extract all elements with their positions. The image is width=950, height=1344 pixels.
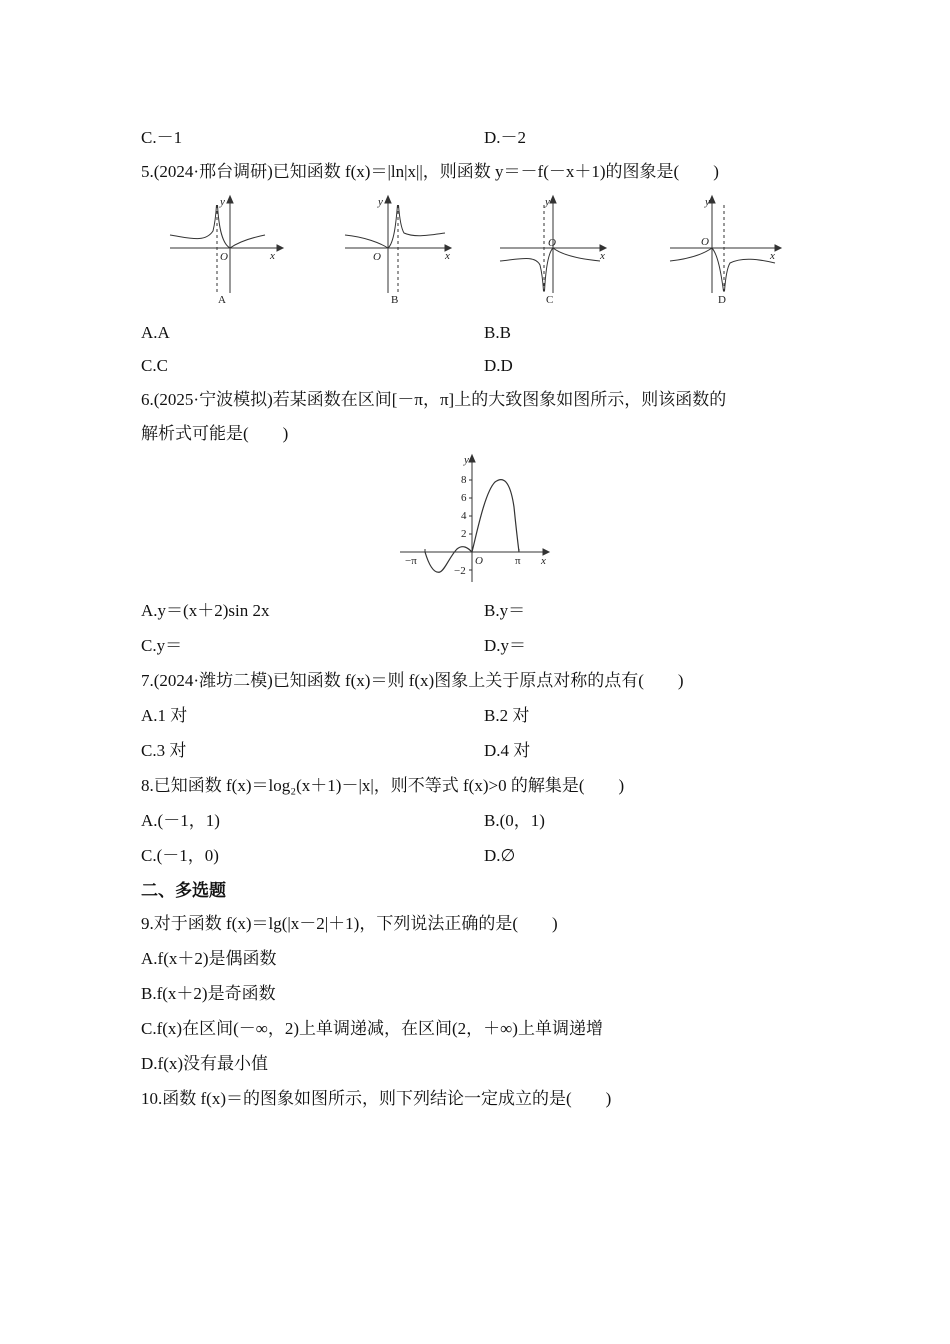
q6-x-label: x: [541, 555, 546, 567]
q8-option-d: D.∅: [484, 846, 516, 865]
q5-b-origin: O: [373, 251, 381, 263]
q6-option-c: C.y＝: [141, 636, 183, 655]
q6-option-a: A.y＝(x＋2)sin 2x: [141, 601, 270, 620]
q5-option-d: D.D: [484, 356, 513, 375]
q5-d-y-label: y: [705, 196, 710, 208]
q9-option-b: B.f(x＋2)是奇函数: [141, 984, 276, 1003]
q5-graphs: [165, 193, 785, 308]
q6-option-d: D.y＝: [484, 636, 527, 655]
q6-origin: O: [475, 555, 483, 567]
q6-tick-2: 2: [461, 528, 467, 540]
q8-stem: 8.已知函数 f(x)＝log₂(x＋1)－|x|，则不等式 f(x)>0 的解集是( ): [141, 776, 625, 795]
q10-stem: 10.函数 f(x)＝的图象如图所示，则下列结论一定成立的是( ): [141, 1089, 612, 1108]
q8-option-b: B.(0，1): [484, 811, 545, 830]
q5-graph-label-b: B: [391, 294, 399, 306]
q6-tick-6: 6: [461, 492, 467, 504]
q6-tick-pi: π: [515, 555, 521, 567]
q5-graph-label-c: C: [546, 294, 554, 306]
q5-d-x-label: x: [770, 250, 775, 262]
q7-option-d: D.4 对: [484, 741, 531, 760]
q4-option-d: D.－2: [484, 128, 527, 147]
q5-graph-d: [670, 196, 781, 293]
q5-graph-b: [345, 196, 451, 293]
q5-a-origin: O: [220, 251, 228, 263]
q7-option-b: B.2 对: [484, 706, 530, 725]
q5-c-y-label: y: [545, 196, 550, 208]
q6-tick-4: 4: [461, 510, 467, 522]
q5-option-a: A.A: [141, 323, 170, 342]
q5-a-x-label: x: [270, 250, 275, 262]
q6-tick-8: 8: [461, 474, 467, 486]
q9-option-a: A.f(x＋2)是偶函数: [141, 949, 277, 968]
q5-c-x-label: x: [600, 250, 605, 262]
q5-option-b: B.B: [484, 323, 511, 342]
q5-graph-a: [170, 196, 283, 293]
q5-graph-label-a: A: [218, 294, 226, 306]
q6-option-b: B.y＝: [484, 601, 526, 620]
q5-b-y-label: y: [378, 196, 383, 208]
q5-stem: 5.(2024·邢台调研)已知函数 f(x)＝|ln|x||，则函数 y＝－f(－x＋1)的图象是( ): [141, 162, 719, 181]
q6-y-label: y: [464, 454, 469, 466]
q4-option-c: C.－1: [141, 128, 183, 147]
q7-option-a: A.1 对: [141, 706, 188, 725]
q5-option-c: C.C: [141, 356, 168, 375]
q7-option-c: C.3 对: [141, 741, 187, 760]
q6-tick-neg2: −2: [454, 565, 466, 577]
q5-graph-label-d: D: [718, 294, 726, 306]
q6-tick-neg-pi: −π: [405, 555, 417, 567]
q5-d-origin: O: [701, 236, 709, 248]
q6-stem-line2: 解析式可能是( ): [141, 424, 289, 443]
section-heading-multiple-choice: 二、多选题: [141, 881, 226, 900]
q8-option-c: C.(－1，0): [141, 846, 219, 865]
q6-stem-line1: 6.(2025·宁波模拟)若某函数在区间[－π，π]上的大致图象如图所示，则该函数的: [141, 390, 727, 409]
q9-option-d: D.f(x)没有最小值: [141, 1054, 269, 1073]
q8-option-a: A.(－1，1): [141, 811, 220, 830]
q5-b-x-label: x: [445, 250, 450, 262]
q5-c-origin: O: [548, 237, 556, 249]
q7-stem: 7.(2024·潍坊二模)已知函数 f(x)＝则 f(x)图象上关于原点对称的点有( ): [141, 671, 684, 690]
q6-graph: [395, 452, 555, 587]
q9-option-c: C.f(x)在区间(－∞，2)上单调递减，在区间(2，＋∞)上单调递增: [141, 1019, 603, 1038]
q5-a-y-label: y: [220, 196, 225, 208]
q9-stem: 9.对于函数 f(x)＝lg(|x－2|＋1)，下列说法正确的是( ): [141, 914, 558, 933]
